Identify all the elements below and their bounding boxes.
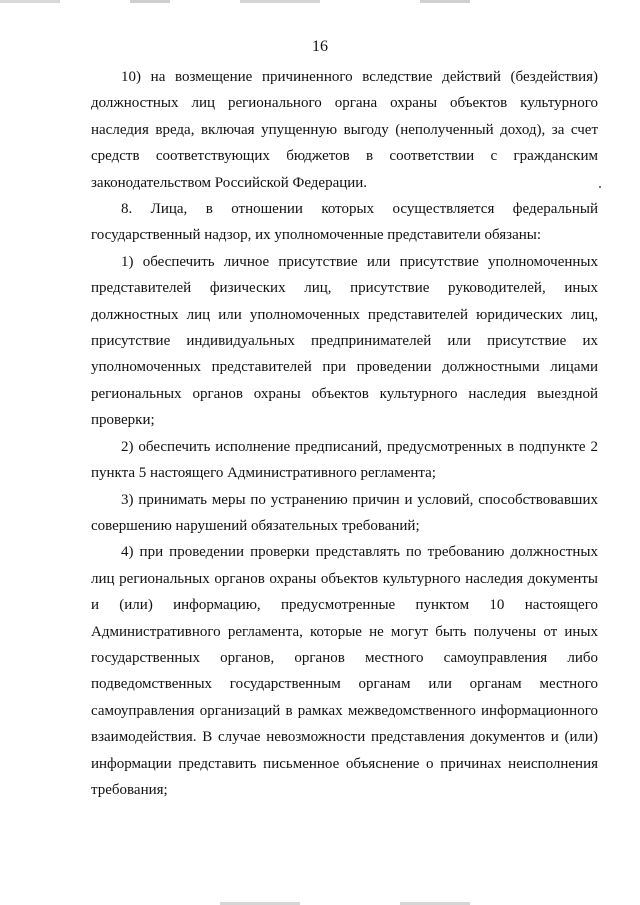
paragraph-item-3: 3) принимать меры по устранению причин и условий, способствовавших совершению нарушений обязательных требований; <box>91 491 598 534</box>
paragraph-item-10: 10) на возмещение причиненного вследствие действий (бездействия) должностных лиц регионального органа охраны объектов культурного наследия вреда, включая упущенную выгоду (неполученный доход), за счет средств соответствующих бюджетов в соответствии с гражданским законодательством Российской Федерации. <box>91 69 598 191</box>
paragraph-item-2: 2) обеспечить исполнение предписаний, предусмотренных в подпункте 2 пункта 5 настоящего Административного регламента; <box>91 438 598 482</box>
document-body <box>91 64 598 803</box>
paragraph-item-1: 1) обеспечить личное присутствие или присутствие уполномоченных представителей физических лиц, присутствие руководителей, иных должностных лиц или уполномоченных представителей юридических лиц, присутствие индивидуальных предпринимателей или присутствие их уполномоченных представителей при проведении должностными лицами региональных органов охраны объектов культурного наследия выездной проверки; <box>91 253 598 429</box>
paragraph-section-8: 8. Лица, в отношении которых осуществляется федеральный государственный надзор, их уполномоченные представители обязаны: <box>91 201 598 244</box>
paragraph-item-4: 4) при проведении проверки представлять по требованию должностных лиц региональных органов охраны объектов культурного наследия документы и (или) информацию, предусмотренные пунктом 10 настоящего Административного регламента, которые не могут быть получены от иных государственных органов, органов местного самоуправления либо подведомственных государственным органам или органам местного самоуправления организаций в рамках межведомственного информационного взаимодействия. В случае невозможности представления документов и (или) информации представить письменное объяснение о причинах неисполнения требования; <box>91 544 598 798</box>
page-number: 16 <box>312 38 328 55</box>
scan-speck <box>599 186 601 188</box>
scan-edge-top <box>0 0 640 3</box>
